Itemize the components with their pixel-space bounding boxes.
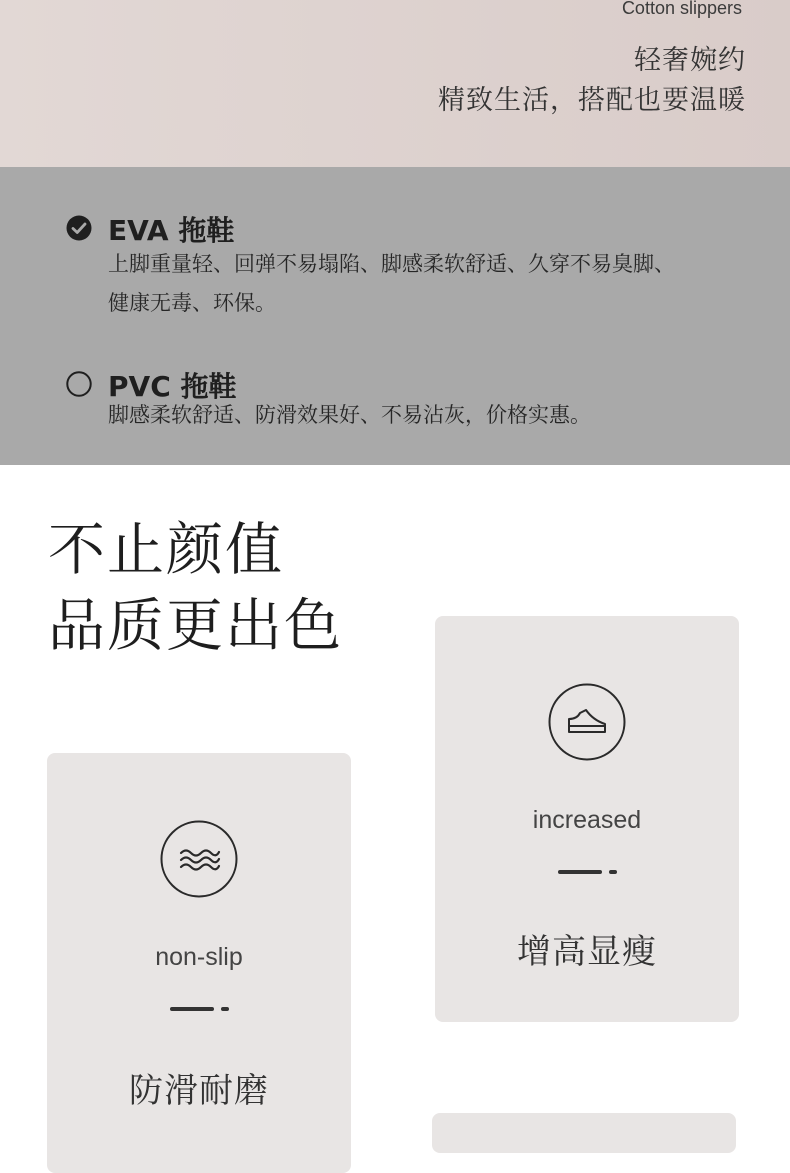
feature-card-increased bbox=[435, 616, 739, 1022]
divider-short bbox=[221, 1007, 229, 1011]
headline-line-1: 不止颜值 bbox=[48, 517, 284, 583]
divider-long bbox=[558, 870, 602, 874]
material-options bbox=[0, 167, 790, 465]
hero-banner bbox=[0, 0, 790, 167]
feature-zh-increased: 增高显瘦 bbox=[517, 932, 657, 972]
section-headline bbox=[48, 512, 343, 664]
waves-icon bbox=[159, 819, 239, 899]
option-title-eva[interactable]: EVA 拖鞋 bbox=[108, 214, 235, 247]
shoe-icon bbox=[547, 682, 627, 762]
feature-card-next bbox=[432, 1113, 736, 1153]
option-desc-eva-2: 健康无毒、环保。 bbox=[108, 291, 276, 315]
feature-card-non-slip bbox=[47, 753, 351, 1173]
option-desc-eva-1: 上脚重量轻、回弹不易塌陷、脚感柔软舒适、久穿不易臭脚、 bbox=[108, 252, 675, 276]
hero-english-label: Cotton slippers bbox=[621, 0, 742, 18]
feature-en-increased: increased bbox=[532, 806, 642, 834]
divider-long bbox=[170, 1007, 214, 1011]
feature-zh-non-slip: 防滑耐磨 bbox=[129, 1071, 269, 1111]
hero-tagline-1: 轻奢婉约 bbox=[634, 45, 746, 76]
empty-circle-icon[interactable] bbox=[66, 371, 92, 397]
feature-en-non-slip: non-slip bbox=[155, 943, 243, 971]
option-desc-pvc: 脚感柔软舒适、防滑效果好、不易沾灰，价格实惠。 bbox=[108, 403, 591, 427]
divider-short bbox=[609, 870, 617, 874]
check-circle-icon[interactable] bbox=[66, 215, 92, 241]
hero-tagline-2: 精致生活，搭配也要温暖 bbox=[438, 85, 746, 116]
option-title-pvc[interactable]: PVC 拖鞋 bbox=[108, 370, 237, 403]
headline-line-2: 品质更出色 bbox=[48, 593, 343, 659]
